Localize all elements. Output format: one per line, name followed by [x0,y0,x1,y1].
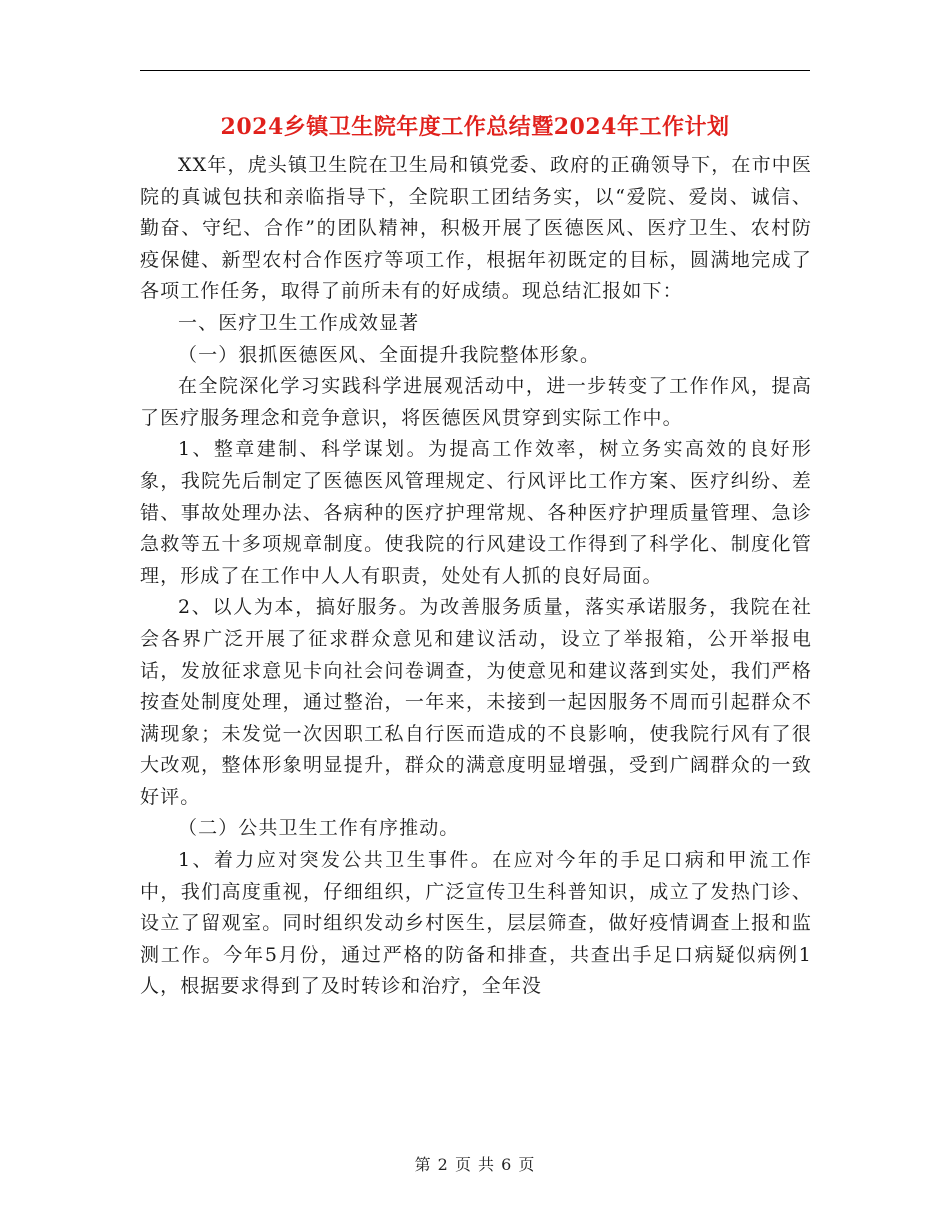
document-body [140,150,812,1003]
paragraph-emergency: 1、着力应对突发公共卫生事件。在应对今年的手足口病和甲流工作中，我们高度重视，仔细组织，广泛宣传卫生科普知识，成立了发热门诊、设立了留观室。同时组织发动乡村医生，层层筛查，做好疫情调查上报和监测工作。今年5月份，通过严格的防备和排查，共查出手足口病疑似病例1人，根据要求得到了及时转诊和治疗，全年没 [140,849,812,998]
paragraph-rules: 1、整章建制、科学谋划。为提高工作效率，树立务实高效的良好形象，我院先后制定了医德医风管理规定、行风评比工作方案、医疗纠纷、差错、事故处理办法、各病种的医疗护理常规、各种医疗护理质量管理、急诊急救等五十多项规章制度。使我院的行风建设工作得到了科学化、制度化管理，形成了在工作中人人有职责，处处有人抓的良好局面。 [140,438,812,587]
document-title: 2024乡镇卫生院年度工作总结暨2024年工作计划 [220,114,730,140]
paragraph-ethics: 在全院深化学习实践科学进展观活动中，进一步转变了工作作风，提高了医疗服务理念和竞争意识，将医德医风贯穿到实际工作中。 [140,375,812,429]
subsection-heading-ethics: （一）狠抓医德医风、全面提升我院整体形象。 [178,343,601,366]
header-rule [140,70,810,71]
page-number: 第 2 页 共 6 页 [414,1155,536,1174]
paragraph-intro: XX年，虎头镇卫生院在卫生局和镇党委、政府的正确领导下，在市中医院的真诚包扶和亲临指导下，全院职工团结务实，以“爱院、爱岗、诚信、勤奋、守纪、合作”的团队精神，积极开展了医德医风、医疗卫生、农村防疫保健、新型农村合作医疗等项工作，根据年初既定的目标，圆满地完成了各项工作任务，取得了前所未有的好成绩。现总结汇报如下： [140,154,812,303]
subsection-heading-public-health: （二）公共卫生工作有序推动。 [178,817,460,840]
paragraph-service: 2、以人为本，搞好服务。为改善服务质量，落实承诺服务，我院在社会各界广泛开展了征求群众意见和建议活动，设立了举报箱，公开举报电话，发放征求意见卡向社会问卷调查，为使意见和建议落到实处，我们严格按查处制度处理，通过整治，一年来，未接到一起因服务不周而引起群众不满现象；未发觉一次因职工私自行医而造成的不良影响，使我院行风有了很大改观，整体形象明显提升，群众的满意度明显增强，受到广阔群众的一致好评。 [140,596,812,808]
section-heading-medical: 一、医疗卫生工作成效显著 [178,311,420,334]
